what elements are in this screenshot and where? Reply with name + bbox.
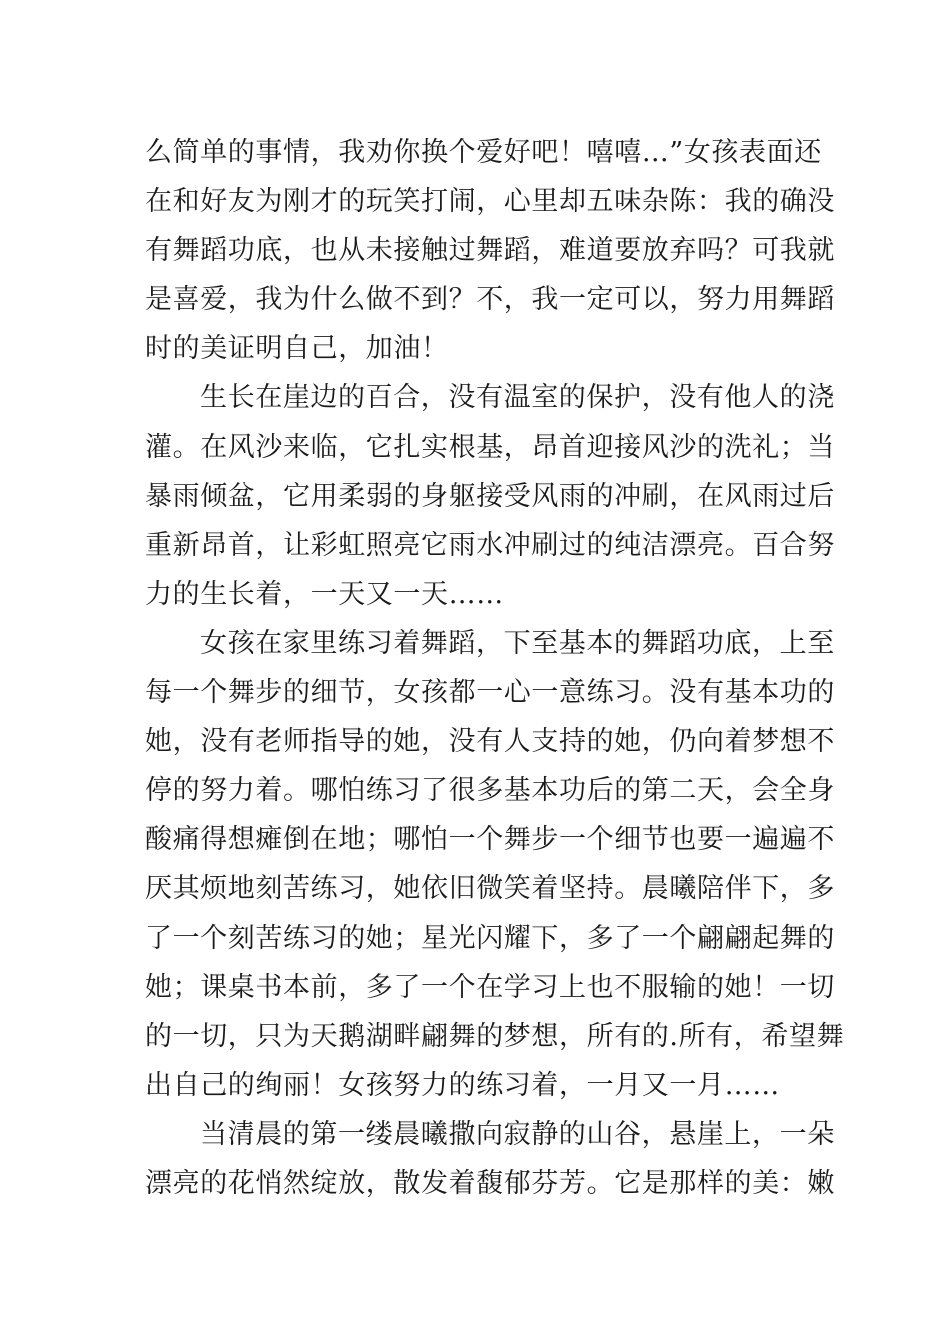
text-line: 了一个刻苦练习的她；星光闪耀下，多了一个翩翩起舞的 [145,922,835,954]
body-text [145,128,845,1208]
text-line: 有舞蹈功底，也从未接触过舞蹈，难道要放弃吗？可我就 [145,235,835,267]
text-line: 暴雨倾盆，它用柔弱的身躯接受风雨的冲刷，在风雨过后 [145,480,835,512]
text-line: 当清晨的第一缕晨曦撒向寂静的山谷，悬崖上，一朵 [200,1118,835,1150]
text-line: 是喜爱，我为什么做不到？不，我一定可以，努力用舞蹈 [145,284,835,316]
text-line: 么简单的事情，我劝你换个爱好吧！嘻嘻…”女孩表面还 [145,137,822,168]
text-line: 力的生长着，一天又一天…… [145,578,504,610]
text-line: 女孩在家里练习着舞蹈，下至基本的舞蹈功底，上至 [200,627,835,659]
text-line: 时的美证明自己，加油！ [145,333,449,365]
text-line: 漂亮的花悄然绽放，散发着馥郁芬芳。它是那样的美：嫩 [145,1167,835,1199]
text-line: 停的努力着。哪怕练习了很多基本功后的第二天，会全身 [145,775,835,807]
text-line: 生长在崖边的百合，没有温室的保护，没有他人的浇 [200,382,835,414]
text-line: 每一个舞步的细节，女孩都一心一意练习。没有基本功的 [145,677,835,709]
text-line: 在和好友为刚才的玩笑打闹，心里却五味杂陈：我的确没 [145,186,835,218]
text-line: 酸痛得想瘫倒在地；哪怕一个舞步一个细节也要一遍遍不 [145,824,835,856]
text-line: 的一切，只为天鹅湖畔翩舞的梦想，所有的.所有，希望舞 [145,1020,845,1052]
text-line: 厌其烦地刻苦练习，她依旧微笑着坚持。晨曦陪伴下，多 [145,873,835,905]
text-line: 她；课桌书本前，多了一个在学习上也不服输的她！一切 [145,971,835,1003]
text-line: 重新昂首，让彩虹照亮它雨水冲刷过的纯洁漂亮。百合努 [145,529,835,561]
text-line: 灌。在风沙来临，它扎实根基，昂首迎接风沙的洗礼；当 [145,431,835,463]
text-line: 她，没有老师指导的她，没有人支持的她，仍向着梦想不 [145,726,835,758]
text-line: 出自己的绚丽！女孩努力的练习着，一月又一月…… [145,1069,780,1101]
